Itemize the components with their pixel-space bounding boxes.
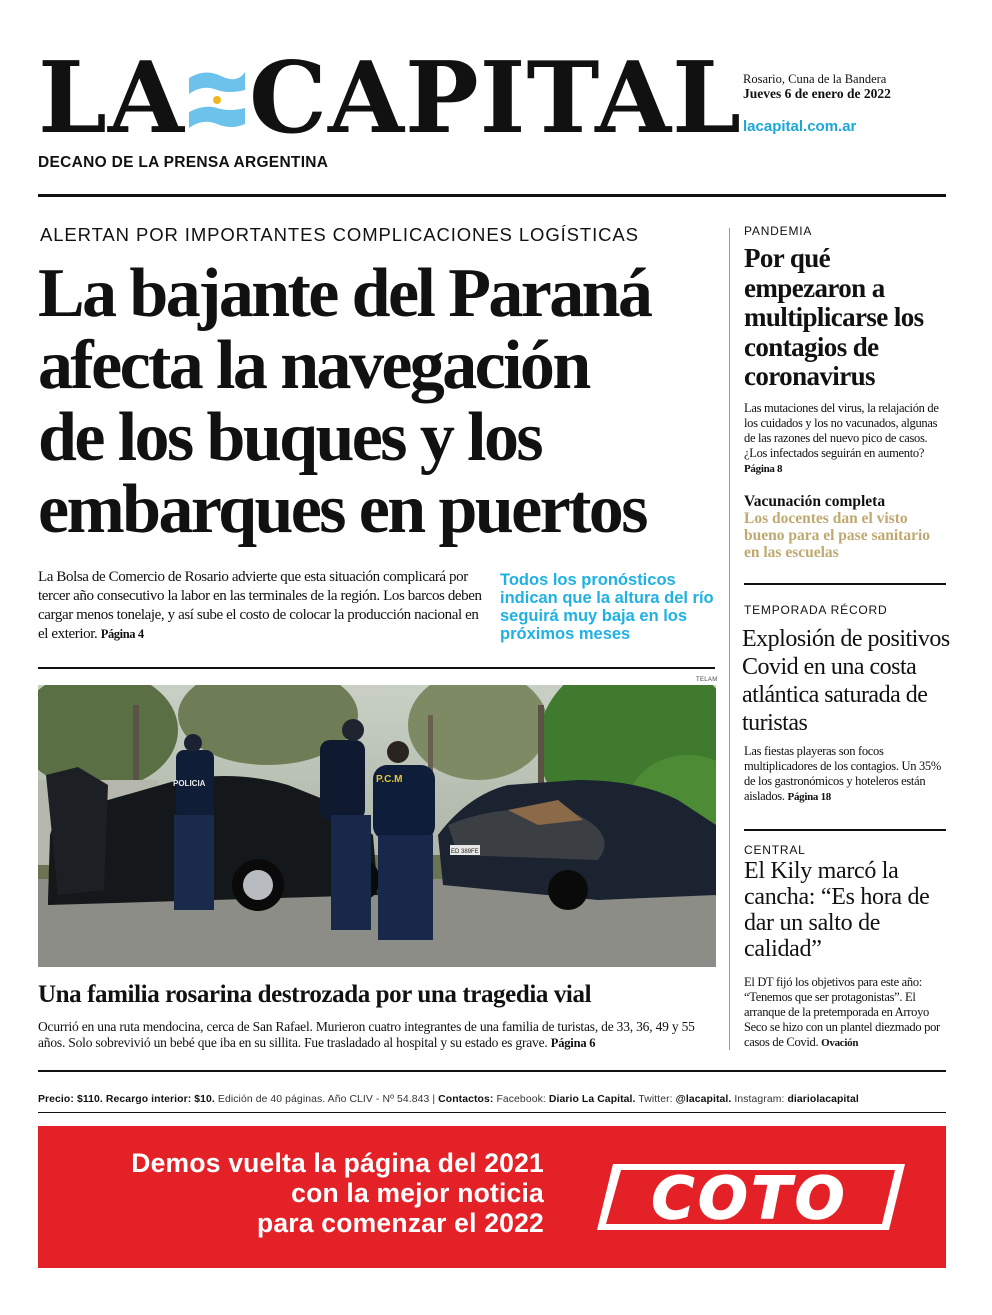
surcharge-label: Recargo interior:: [105, 1094, 192, 1105]
sidebar-kicker-pandemia: PANDEMIA: [744, 224, 813, 238]
sidebar-headline-temporada[interactable]: Explosión de positivos Covid en una costa atlántica saturada de turistas: [742, 626, 950, 736]
sidebar-headline-pandemia[interactable]: Por qué empezaron a multiplicarse los contagios de coronavirus: [744, 243, 924, 391]
second-story-body: [38, 1019, 718, 1051]
car-hubcap: [243, 870, 273, 900]
headline-line: La bajante del Paraná: [38, 255, 651, 332]
vest-label: P.C.M: [376, 774, 403, 785]
plate-label: ED 389FE: [451, 849, 479, 855]
dateline-place: Rosario, Cuna de la Bandera: [743, 72, 887, 86]
footer-divider: [38, 1070, 946, 1072]
facebook-label: Facebook:: [496, 1094, 546, 1105]
separator: |: [432, 1094, 436, 1105]
accident-photo[interactable]: [38, 685, 716, 967]
photo-credit: TELAM: [696, 677, 718, 683]
column-divider: [729, 228, 730, 1050]
ad-line: Demos vuelta la página del 2021: [131, 1148, 544, 1178]
vest-label: POLICIA: [173, 779, 206, 788]
logo-text-capital: CAPITAL: [248, 41, 743, 156]
main-lead: [38, 568, 486, 644]
headline-line: embarques en puertos: [38, 471, 646, 548]
website-link[interactable]: lacapital.com.ar: [743, 118, 857, 135]
page-reference[interactable]: Ovación: [821, 1037, 859, 1049]
price-label: Precio:: [38, 1094, 74, 1105]
twitter-label: Twitter:: [638, 1094, 673, 1105]
instagram-label: Instagram:: [734, 1094, 785, 1105]
main-kicker: ALERTAN POR IMPORTANTES COMPLICACIONES LOGÍSTICAS: [40, 224, 639, 245]
sidebar-kicker-temporada: TEMPORADA RÉCORD: [744, 603, 888, 617]
footer-divider: [38, 1112, 946, 1113]
surcharge-value: $10.: [194, 1094, 215, 1105]
sidebar-body-temporada: [744, 744, 948, 805]
twitter-link[interactable]: @lacapital.: [675, 1094, 732, 1105]
logo-text-la: LA: [38, 41, 185, 156]
main-headline[interactable]: [38, 255, 728, 548]
page-reference[interactable]: Página 18: [787, 791, 831, 803]
sidebar-body-text: El DT fijó los objetivos para este año: “Tenemos que ser protagonistas”. El arranque de la pretemporada en Arroyo Seco se hizo con un plantel diezmado por casos de Covid.: [744, 975, 940, 1049]
page-reference[interactable]: Página 6: [550, 1036, 596, 1050]
sidebar-divider: [744, 583, 946, 585]
sidebar-body-central: [744, 975, 948, 1051]
dateline-date: Jueves 6 de enero de 2022: [743, 86, 891, 101]
headline-line: afecta la navegación: [38, 327, 589, 404]
officer: [373, 741, 435, 940]
page-reference[interactable]: Página 4: [100, 627, 144, 641]
main-lead-text: La Bolsa de Comercio de Rosario advierte que esta situación complicará por tercer año consecutivo la labor en las terminales de la región. Los barcos deben cargar menos tonelaje, y así sube el costo de colocar la producción nacional en el exterior.: [38, 569, 482, 642]
second-story-title[interactable]: Una familia rosarina destrozada por una tragedia vial: [38, 981, 592, 1008]
coto-advertisement[interactable]: [38, 1126, 946, 1268]
headline-line: de los buques y los: [38, 399, 542, 476]
masthead-divider: [38, 194, 946, 197]
sidebar-kicker-central: CENTRAL: [744, 843, 806, 857]
sidebar-divider: [744, 829, 946, 831]
sidebar-headline-central[interactable]: El Kily marcó la cancha: “Es hora de dar un salto de calidad”: [744, 858, 930, 962]
price-value: $110.: [76, 1094, 103, 1105]
contacts-label: Contactos:: [438, 1094, 494, 1105]
car-wheel: [548, 870, 588, 910]
ad-line: con la mejor noticia: [291, 1178, 544, 1208]
newspaper-logo: [38, 41, 743, 156]
page-reference[interactable]: Página 8: [744, 463, 783, 475]
ad-line: para comenzar el 2022: [256, 1208, 544, 1238]
sidebar-subhead-vacunacion[interactable]: Vacunación completa: [744, 493, 886, 510]
instagram-link[interactable]: diariolacapital: [787, 1094, 859, 1105]
officer: [174, 734, 214, 910]
sidebar-deck-vacunacion: Los docentes dan el visto bueno para el pase sanitario en las escuelas: [744, 510, 931, 561]
main-callout: Todos los pronósticos indican que la altura del río seguirá muy baja en los próximos meses: [500, 571, 714, 643]
info-bar: [38, 1094, 948, 1105]
second-story-text: Ocurrió en una ruta mendocina, cerca de San Rafael. Murieron cuatro integrantes de una familia de turistas, de 33, 36, 49 y 55 años. Solo sobrevivió un bebé que iba en su sillita. Fue trasladado al hospital y su estado es grave.: [38, 1019, 695, 1050]
tagline: DECANO DE LA PRENSA ARGENTINA: [38, 154, 329, 171]
edition-info: Edición de 40 páginas. Año CLIV - Nº 54.843: [217, 1094, 430, 1105]
coto-logo: [593, 1156, 913, 1243]
ad-copy: [131, 1148, 544, 1238]
argentina-flag-icon: [187, 50, 247, 118]
sidebar-body-pandemia: [744, 401, 948, 477]
section-divider: [38, 667, 715, 669]
sidebar-body-text: Las mutaciones del virus, la relajación de los cuidados y los no vacunados, algunas de las razones del nuevo pico de casos. ¿Los infectados seguirán en aumento?: [744, 401, 939, 460]
coto-logo-text: COTO: [651, 1164, 849, 1232]
sidebar-body-text: Las fiestas playeras son focos multiplicadores de los contagios. Un 35% de los gastronómicos y hoteleros están aislados.: [744, 744, 941, 803]
facebook-link[interactable]: Diario La Capital.: [548, 1094, 636, 1105]
